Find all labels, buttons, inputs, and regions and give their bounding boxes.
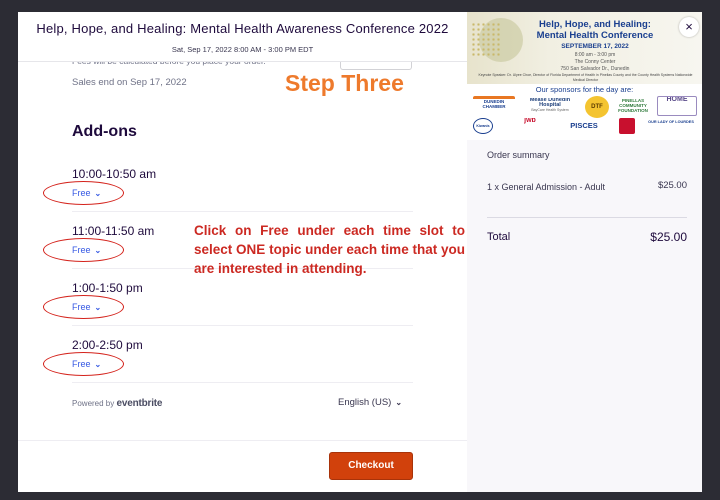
powered-by [72, 398, 162, 409]
eventbrite-logo[interactable]: eventbrite [116, 398, 163, 409]
step-annotation: Step Three [285, 70, 404, 96]
banner-title-line: Mental Health Conference [536, 30, 654, 41]
total-value: $25.00 [650, 230, 687, 244]
chevron-down-icon: ⌄ [94, 360, 102, 369]
instruction-annotation: Click on Free under each time slot to select ONE topic under each time that you are interested in attending. [194, 223, 465, 276]
sponsor-logo: DTF [585, 96, 609, 118]
event-header [18, 12, 467, 62]
addon-time: 11:00-11:50 am [72, 224, 155, 238]
addon-price-dropdown[interactable] [72, 302, 101, 312]
addon-price-label: Free [72, 245, 91, 255]
addon-time: 10:00-10:50 am [72, 167, 157, 181]
divider [72, 325, 413, 326]
addons-heading: Add-ons [72, 123, 137, 140]
language-select[interactable] [338, 397, 402, 408]
event-title: Help, Hope, and Healing: Mental Health Awareness Conference 2022 [36, 21, 449, 36]
event-datetime: Sat, Sep 17, 2022 8:00 AM - 3:00 PM EDT [171, 45, 314, 54]
banner-keynote: Keynote Speaker: Dr. Ulyee Choe, Director of Florida Department of Health in Pinellas County and the County Health Systems Nationwide Medical Director [478, 73, 693, 82]
sponsor-logo: DUNEDIN CHAMBER [473, 96, 515, 112]
addon-slot [72, 281, 413, 338]
addon-price-label: Free [72, 302, 91, 312]
checkout-button[interactable]: Checkout [329, 452, 413, 480]
addon-slot [72, 338, 413, 395]
chevron-down-icon: ⌄ [94, 189, 102, 198]
order-item: 1 x General Admission - Adult [487, 182, 606, 192]
chevron-down-icon: ⌄ [94, 246, 102, 255]
addon-price-label: Free [72, 359, 91, 369]
ticket-panel [18, 12, 467, 492]
powered-by-text: Powered by [72, 399, 115, 408]
sponsor-logo: PINELLAS COMMUNITY FOUNDATION [618, 98, 648, 113]
order-panel [467, 12, 702, 492]
banner-venue: The Conny Center [574, 59, 616, 65]
language-label: English (US) [338, 397, 392, 408]
event-banner [467, 12, 702, 140]
banner-dots [471, 22, 501, 58]
banner-info [505, 52, 685, 73]
banner-title-line: Help, Hope, and Healing: [539, 19, 651, 30]
sponsor-logo: PISCES [570, 121, 598, 130]
sponsor-logo-graphic [619, 118, 635, 134]
banner-time: 8:00 am - 3:00 pm [574, 52, 616, 58]
banner-title [505, 19, 685, 41]
sponsor-logo-text: BayCare Health System [531, 108, 569, 112]
addon-slot [72, 167, 413, 224]
banner-date: SEPTEMBER 17, 2022 [561, 43, 629, 50]
sponsor-logo: jwb [524, 118, 536, 124]
order-summary-title: Order summary [487, 150, 550, 160]
checkout-modal [18, 12, 702, 492]
close-icon[interactable]: × [679, 17, 699, 37]
addon-price-dropdown[interactable] [72, 188, 101, 198]
order-item-price: $25.00 [657, 180, 687, 191]
total-label: Total [487, 231, 511, 243]
sponsor-logo: Kiwanis [473, 118, 493, 134]
divider [72, 211, 413, 212]
divider [18, 440, 467, 441]
divider [72, 382, 413, 383]
sponsor-logo-text: Mease Dunedin Hospital [529, 98, 571, 108]
banner-sponsors-heading: Our sponsors for the day are: [535, 85, 634, 94]
sponsor-logo [519, 98, 581, 116]
banner-address: 750 San Salvador Dr., Dunedin [560, 66, 630, 72]
addon-price-dropdown[interactable] [72, 245, 101, 255]
addon-time: 1:00-1:50 pm [72, 281, 143, 295]
sales-end-text: Sales end on Sep 17, 2022 [72, 77, 187, 88]
divider [487, 217, 687, 218]
addon-price-label: Free [72, 188, 91, 198]
sponsor-logo: HOME [657, 96, 697, 116]
addon-time: 2:00-2:50 pm [72, 338, 143, 352]
addon-price-dropdown[interactable] [72, 359, 101, 369]
chevron-down-icon: ⌄ [395, 398, 403, 407]
sponsor-logo: OUR LADY OF LOURDES [648, 120, 694, 124]
chevron-down-icon: ⌄ [94, 303, 102, 312]
